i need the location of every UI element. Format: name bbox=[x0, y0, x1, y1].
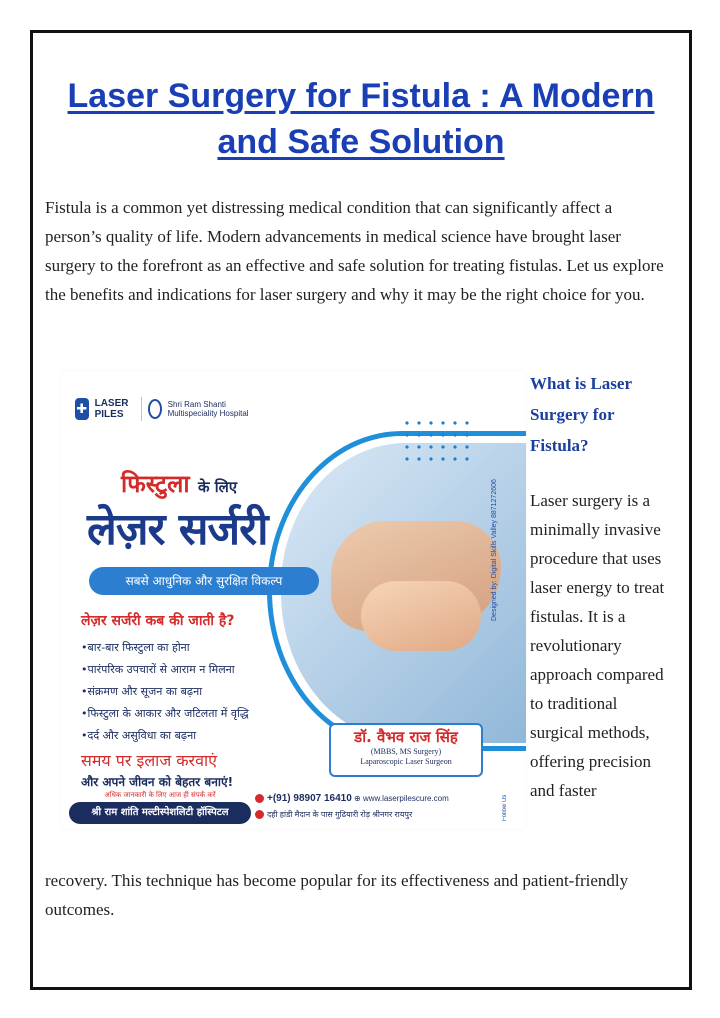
doctor-degree: (MBBS, MS Surgery) bbox=[370, 747, 442, 756]
document-page bbox=[30, 30, 692, 990]
designer-credit: Designed by: Digital Skills Valley 8871272606 bbox=[491, 479, 498, 621]
headline-suffix: के लिए bbox=[198, 478, 238, 496]
hospital-logo-text: Shri Ram Shanti Multispeciality Hospital bbox=[167, 400, 249, 418]
footer-phone: +(91) 98907 16410 bbox=[267, 793, 352, 804]
flyer-question: लेज़र सर्जरी कब की जाती है? bbox=[81, 613, 235, 629]
dots-decoration bbox=[401, 417, 473, 463]
section-continuation: recovery. This technique has become popular for its effectiveness and patient-friendly outcomes. bbox=[45, 871, 629, 919]
footer-contact-note: अधिक जानकारी के लिए आज ही संपर्क करें bbox=[104, 791, 216, 799]
phone-icon bbox=[255, 794, 264, 803]
list-item: • बार-बार फिस्टुला का होना bbox=[81, 637, 249, 659]
list-item: • पारंपरिक उपचारों से आराम न मिलना bbox=[81, 659, 249, 681]
page-title: Laser Surgery for Fistula : A Modern and Safe Solution bbox=[67, 77, 655, 161]
doctor-card bbox=[329, 723, 483, 777]
footer-address-line bbox=[255, 807, 498, 823]
flyer-cta-line1: समय पर इलाज करवाएं bbox=[81, 751, 217, 770]
globe-icon: ⊕ bbox=[354, 794, 361, 803]
section-body: Laser surgery is a minimally invasive procedure that uses laser energy to treat fistulas. It is a revolutionary approach compared to traditional surgical methods, offering precision and faster bbox=[530, 491, 665, 800]
flyer-headline-main: लेज़र सर्जरी bbox=[87, 504, 268, 555]
follow-us-label: Follow Us bbox=[502, 794, 508, 822]
fistula-flyer-image bbox=[61, 371, 526, 829]
hands-photo-detail bbox=[361, 581, 481, 651]
doctor-role: Laparoscopic Laser Surgeon bbox=[360, 757, 452, 766]
doctor-name: डॉ. वैभव राज सिंह bbox=[354, 728, 458, 746]
footer-hospital-block bbox=[69, 791, 251, 825]
footer-contact-block bbox=[255, 791, 498, 825]
flyer-indications-list bbox=[81, 637, 249, 747]
flyer-headline-top bbox=[121, 467, 237, 500]
footer-hospital-name: श्री राम शांति मल्टीस्पेशलिटी हॉस्पिटल bbox=[69, 802, 251, 824]
intro-paragraph: Fistula is a common yet distressing medical condition that can significantly affect a person’s quality of life. Modern advancements in medical science have brought laser surgery to the forefront as an effective and safe solution for treating fistulas. Let us explore the benefits and indications for laser surgery and why it may be the right choice for you. bbox=[45, 198, 664, 304]
flyer-footer bbox=[69, 791, 518, 825]
logo-divider bbox=[141, 397, 142, 421]
section-heading: What is Laser Surgery for Fistula? bbox=[530, 374, 632, 455]
laser-piles-logo-icon: ✚ bbox=[75, 398, 89, 420]
brand-logo-text: LASER PILES bbox=[94, 398, 129, 420]
flyer-logo-row bbox=[75, 391, 255, 427]
headline-fistula: फिस्टुला bbox=[121, 470, 190, 498]
flyer-cta-line2: और अपने जीवन को बेहतर बनाएं! bbox=[81, 775, 234, 789]
list-item: • फिस्टुला के आकार और जटिलता में वृद्धि bbox=[81, 703, 249, 725]
hospital-logo-icon bbox=[148, 399, 162, 419]
footer-contact-line bbox=[255, 791, 498, 807]
list-item: • दर्द और असुविधा का बढ़ना bbox=[81, 725, 249, 747]
flyer-tagline-banner: सबसे आधुनिक और सुरक्षित विकल्प bbox=[89, 567, 319, 595]
location-icon bbox=[255, 810, 264, 819]
footer-website: www.laserpilescure.com bbox=[362, 794, 449, 803]
list-item: • संक्रमण और सूजन का बढ़ना bbox=[81, 681, 249, 703]
footer-address: दही हांडी मैदान के पास गुढियारी रोड़ श्रीनगर रायपुर bbox=[267, 810, 413, 819]
